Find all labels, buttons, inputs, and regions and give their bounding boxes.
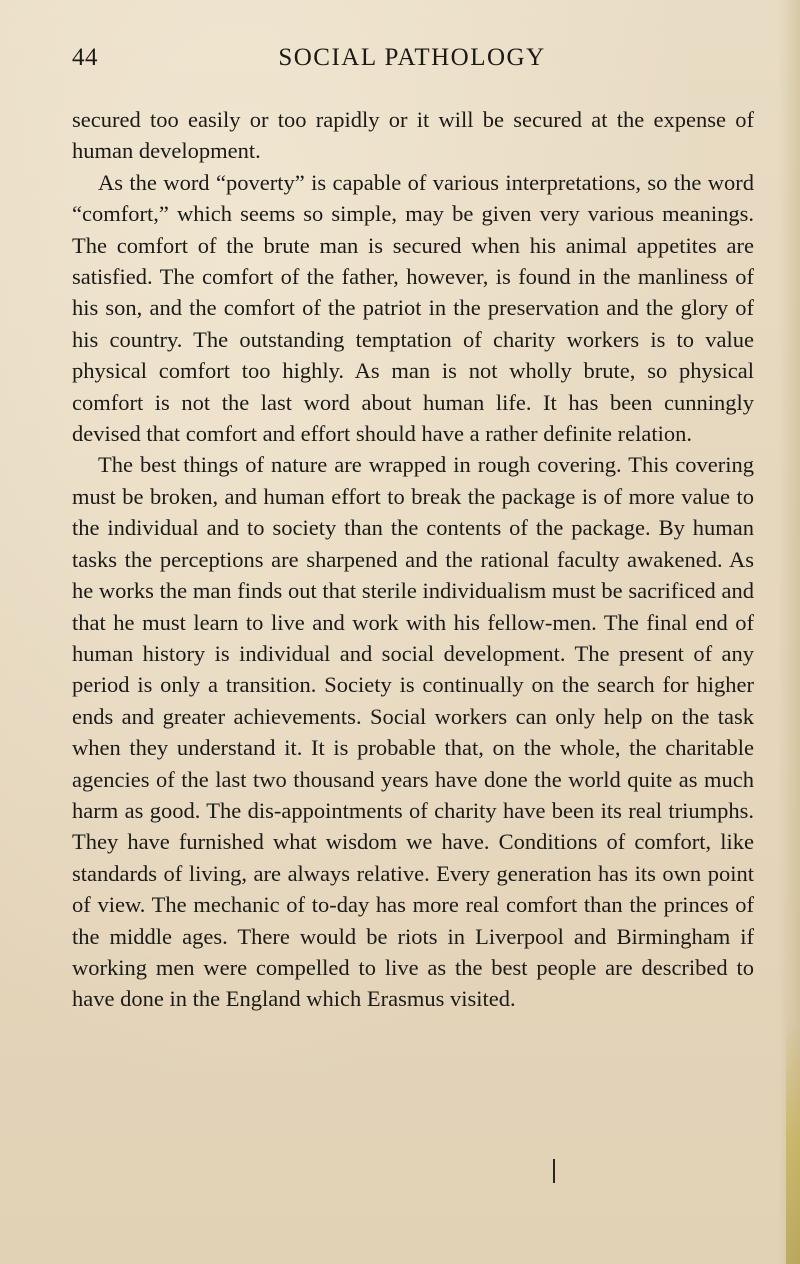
body-text [72, 104, 754, 1015]
paragraph-continued: secured too easily or too rapidly or it will be secured at the expense of human development. [72, 107, 754, 164]
running-title: SOCIAL PATHOLOGY [278, 44, 546, 71]
paragraph: The best things of nature are wrapped in rough covering. This covering must be broken, and human effort to break the package is of more value to the individual and to society than the contents of the package. By human tasks the perceptions are sharpened and the rational faculty awakened. As he works the man finds out that sterile individualism must be sacrificed and that he must learn to live and work with his fellow-men. The final end of human history is individual and social development. The present of any period is only a transition. Society is continually on the search for higher ends and greater achievements. Social workers can only help on the task when they understand it. It is probable that, on the whole, the charitable agencies of the last two thousand years have done the world quite as much harm as good. The dis-appointments of charity have been its real triumphs. They have furnished what wisdom we have. Conditions of comfort, like standards of living, are always relative. Every generation has its own point of view. The mechanic of to-day has more real comfort than the princes of the middle ages. There would be riots in Liverpool and Birmingham if working men were compelled to live as the best people are described to have done in the England which Erasmus visited. [72, 452, 754, 1012]
stray-ink-mark [553, 1159, 555, 1183]
paragraph: As the word “poverty” is capable of various interpretations, so the word “comfort,” which seems so simple, may be given very various meanings. The comfort of the brute man is secured when his animal appetites are satisfied. The comfort of the father, however, is found in the manliness of his son, and the comfort of the patriot in the preservation and the glory of his country. The outstanding temptation of charity workers is to value physical comfort too highly. As man is not wholly brute, so physical comfort is not the last word about human life. It has been cunningly devised that comfort and effort should have a rather definite relation. [72, 169, 754, 447]
page-number: 44 [72, 44, 98, 71]
page-edge-stain [786, 1020, 800, 1264]
page-header [72, 44, 752, 84]
